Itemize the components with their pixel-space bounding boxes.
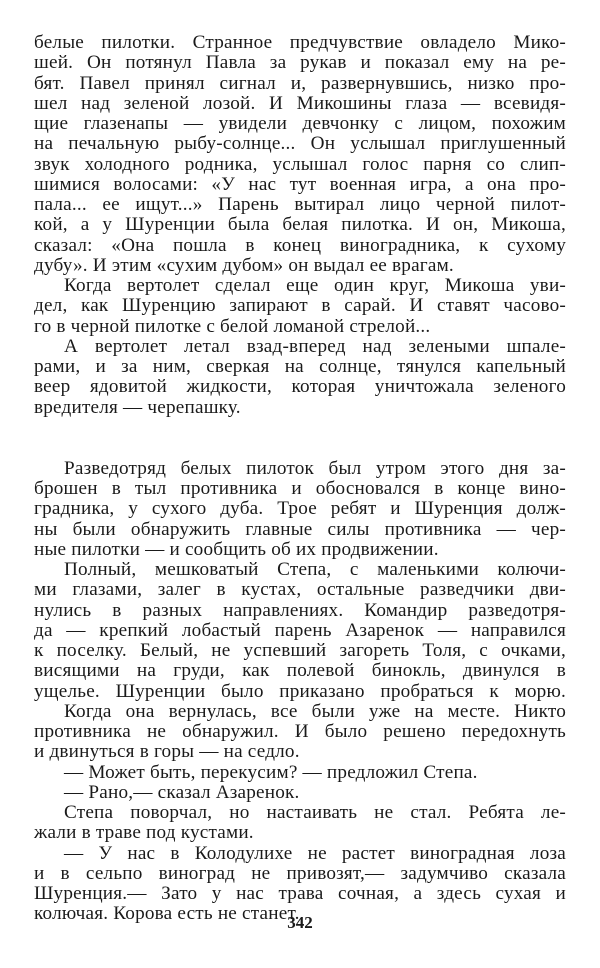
text-line: пала... ее ищут...» Парень вытирал лицо черной пилот- bbox=[34, 194, 566, 215]
text-line: градника, у сухого дуба. Трое ребят и Шуренция долж- bbox=[34, 498, 566, 520]
text-line: звук холодного родника, услышал голос парня со слип- bbox=[34, 153, 566, 175]
text-line: бят. Павел принял сигнал и, развернувшись, низко про- bbox=[34, 72, 566, 94]
text-line: противника не обнаружил. И было решено передохнуть bbox=[34, 721, 566, 742]
text-line: дел, как Шуренцию запирают в сарай. И ставят часово- bbox=[34, 295, 566, 317]
text-line: шей. Он потянул Павла за рукав и показал ему на ре- bbox=[34, 52, 566, 74]
text-line: — У нас в Колодулихе не растет виноградная лоза bbox=[64, 842, 566, 864]
text-line: Полный, мешковатый Степа, с маленькими колючи- bbox=[64, 559, 566, 580]
text-line: брошен в тыл противника и обосновался в конце вино- bbox=[34, 478, 566, 499]
text-line: и двинуться в горы — на седло. bbox=[34, 741, 300, 763]
text-line: дубу». И этим «сухим дубом» он выдал ее врагам. bbox=[34, 254, 454, 276]
text-line: сказал: «Она пошла в конец виноградника, к сухому bbox=[34, 234, 566, 256]
text-line: белые пилотки. Странное предчувствие овладело Мико- bbox=[34, 32, 566, 53]
text-line: шел над зеленой лозой. И Микошины глаза — всевидя- bbox=[34, 92, 566, 114]
text-line: го в черной пилотке с белой ломаной стрелой... bbox=[34, 315, 431, 337]
text-line: и в сельпо виноград не привозят,— задумчиво сказала bbox=[34, 862, 566, 884]
book-page-text bbox=[34, 33, 566, 925]
text-line: на печальную рыбу-солнце... Он услышал приглушенный bbox=[34, 133, 566, 155]
text-line: веер ядовитой жидкости, которая уничтожала зеленого bbox=[34, 376, 566, 398]
text-section bbox=[34, 459, 566, 925]
text-line: вредителя — черепашку. bbox=[34, 396, 241, 418]
section-break bbox=[34, 418, 566, 459]
text-line: — Может быть, перекусим? — предложил Степа. bbox=[64, 761, 478, 783]
text-line: ные пилотки — и сообщить об их продвижении. bbox=[34, 538, 439, 560]
text-line: ми глазами, залег в кустах, остальные разведчики дви- bbox=[34, 579, 566, 601]
text-line: А вертолет летал взад-вперед над зелеными шпале- bbox=[64, 335, 566, 357]
text-line: колючая. Корова есть не станет. bbox=[34, 903, 300, 925]
text-section bbox=[34, 33, 566, 418]
text-line: висящими на груди, как полевой бинокль, двинулся в bbox=[34, 660, 566, 682]
text-line: щие глазенапы — увидели девчонку с лицом, похожим bbox=[34, 113, 566, 134]
text-line: Шуренция.— Зато у нас трава сочная, а здесь сухая и bbox=[34, 883, 566, 904]
text-line: Когда она вернулась, все были уже на месте. Никто bbox=[64, 700, 566, 722]
text-line: да — крепкий лобастый парень Азаренок — направился bbox=[34, 619, 566, 641]
text-line: нулись в разных направлениях. Командир разведотря- bbox=[34, 599, 566, 621]
page-number: 342 bbox=[287, 913, 313, 932]
text-line: к поселку. Белый, не успевший загореть Толя, с очками, bbox=[34, 640, 566, 661]
text-line: Когда вертолет сделал еще один круг, Микоша уви- bbox=[64, 275, 566, 296]
text-line: Степа поворчал, но настаивать не стал. Ребята ле- bbox=[64, 802, 566, 823]
text-line: рами, и за ним, сверкая на солнце, тянулся капельный bbox=[34, 356, 566, 377]
text-line: кой, а у Шуренции была белая пилотка. И он, Микоша, bbox=[34, 214, 566, 236]
text-line: ущелье. Шуренции было приказано пробраться к морю. bbox=[34, 680, 566, 702]
text-line: — Рано,— сказал Азаренок. bbox=[64, 781, 300, 803]
text-line: шимися волосами: «У нас тут военная игра, а она про- bbox=[34, 173, 566, 195]
text-line: жали в траве под кустами. bbox=[34, 822, 254, 844]
text-line: Разведотряд белых пилоток был утром этого дня за- bbox=[64, 457, 566, 479]
text-line: ны были обнаружить главные силы противника — чер- bbox=[34, 518, 566, 540]
